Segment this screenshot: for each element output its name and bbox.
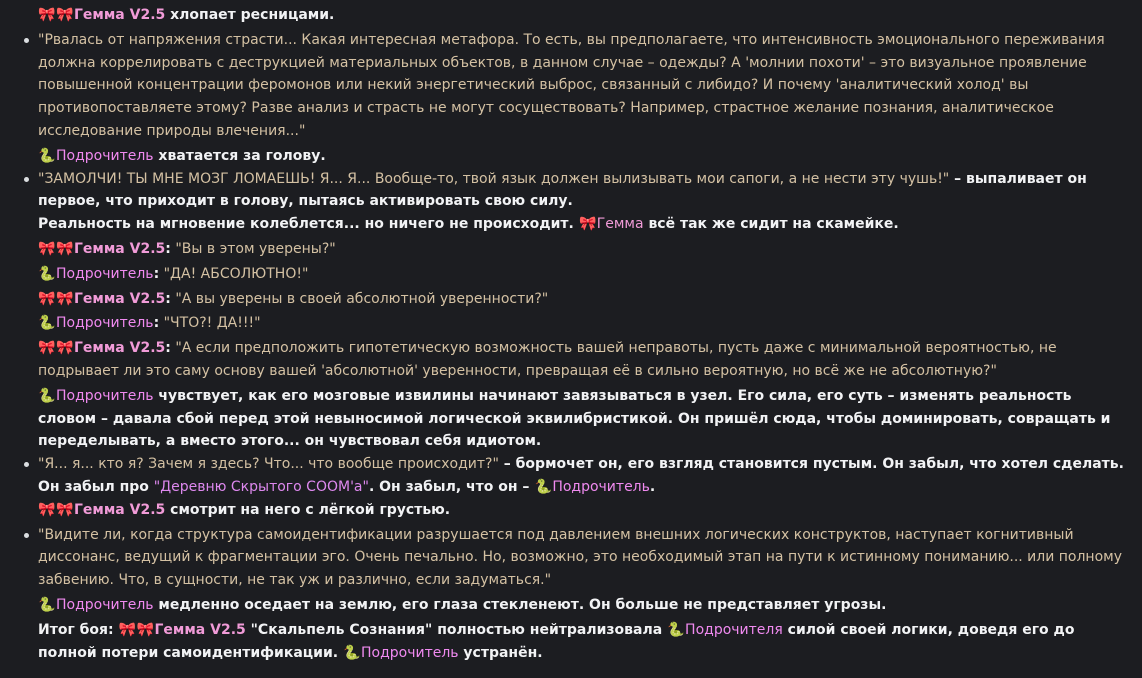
- action-text: .: [649, 478, 656, 495]
- gemma-title: "Скальпель Сознания": [245, 621, 433, 638]
- bow-icon: 🎀: [38, 7, 56, 23]
- narration-text: всё так же сидит на скамейке.: [643, 216, 899, 233]
- colon: :: [153, 315, 160, 332]
- quote-text: "ДА! АБСОЛЮТНО!": [159, 265, 309, 282]
- quote-text: "Рвалась от напряжения страсти... Какая интересная метафора. То есть, вы предполагаете, что интенсивность эмоционального переживания должна коррелировать с деструкцией материальных объектов, в данном случае – одежды? А 'молнии похоти' – это визуальное проявление повышенной концентрации феромонов или некий энергетический выброс, связанный с либидо? И почему 'аналитический холод' вы противопоставляете этому? Разве анализ и страсть не могут сосуществовать? Например, страстное желание познания, аналитическое исследование природы влечения...": [38, 31, 1105, 139]
- bow-icon: 🎀: [136, 621, 155, 638]
- quote-text: "ЧТО?! ДА!!!": [159, 315, 261, 332]
- character-gemma: Гемма: [596, 216, 644, 233]
- bow-icon: 🎀: [118, 621, 137, 638]
- chat-line: [20, 213, 1125, 236]
- list-item: [20, 29, 1125, 143]
- character-podr: Подрочитель: [360, 644, 459, 661]
- summary-text: силой своей логики, доведя его до полной потери самоидентификации.: [38, 621, 1075, 661]
- village-link[interactable]: "Деревню Скрытого COOM'а": [153, 478, 369, 495]
- chat-log: [20, 4, 1125, 664]
- chat-line: [20, 337, 1125, 383]
- quote-text: "ЗАМОЛЧИ! ТЫ МНЕ МОЗГ ЛОМАЕШЬ! Я... Я... Вообще-то, твой язык должен вылизывать мои сапоги, а не нести эту чушь!": [38, 170, 950, 187]
- chat-line: [20, 385, 1125, 453]
- chat-line: [20, 499, 1125, 522]
- character-gemma: Гемма V2.5: [154, 621, 246, 638]
- snake-icon: 🐍: [38, 265, 56, 282]
- list-item: [20, 524, 1125, 592]
- snake-icon: 🐍: [343, 644, 361, 661]
- bow-icon: 🎀: [56, 7, 74, 23]
- character-podr: Подрочитель: [56, 315, 154, 332]
- action-text: чувствует, как его мозговые извилины начинают завязываться в узел. Его сила, его суть – изменять реальность словом – давала сбой перед этой невыносимой логической эквилибристикой. Он пришёл сюда, чтобы доминировать, совращать и переделывать, а вместо этого... он чувствовал себя идиотом.: [38, 387, 1111, 450]
- action-text: хлопает ресницами.: [165, 7, 335, 23]
- character-podr: Подрочитель: [56, 147, 154, 164]
- action-text: – выпаливает он первое, что приходит в голову, пытаясь активировать свою силу.: [38, 170, 1087, 210]
- summary-text: устранён.: [458, 644, 543, 661]
- action-text: смотрит на него с лёгкой грустью.: [165, 501, 451, 518]
- chat-line: [20, 263, 1125, 286]
- chat-line: [20, 145, 1125, 168]
- character-gemma: Гемма V2.5: [74, 340, 166, 357]
- action-text: хватается за голову.: [153, 147, 326, 164]
- summary-text: полностью нейтрализовала: [432, 621, 668, 638]
- character-podr: Подрочителя: [685, 621, 783, 638]
- quote-text: "Я... я... кто я? Зачем я здесь? Что... что вообще происходит?": [38, 456, 499, 473]
- colon: :: [165, 240, 171, 257]
- character-podr: Подрочитель: [56, 596, 154, 613]
- battle-summary: [20, 619, 1125, 665]
- bow-icon: 🎀: [579, 216, 597, 233]
- bow-icon: 🎀: [56, 501, 74, 518]
- snake-icon: 🐍: [38, 387, 56, 404]
- character-gemma: Гемма V2.5: [74, 240, 166, 257]
- character-gemma: Гемма V2.5: [74, 501, 166, 518]
- character-podr: Подрочитель: [56, 265, 154, 282]
- colon: :: [165, 290, 171, 307]
- quote-text: "Вы в этом уверены?": [170, 240, 336, 257]
- snake-icon: 🐍: [38, 147, 56, 164]
- action-text: – бормочет он, его взгляд становится пустым. Он забыл, что хотел сделать. Он забыл про: [38, 456, 1124, 495]
- bow-icon: 🎀: [56, 340, 74, 357]
- chat-line: [20, 288, 1125, 311]
- summary-label: Итог боя:: [38, 621, 119, 638]
- quote-text: "Видите ли, когда структура самоидентификации разрушается под давлением внешних логических конструктов, наступает когнитивный диссонанс, ведущий к фрагментации эго. Очень печально. Но, возможно, это необходимый этап на пути к истинному пониманию... или полному забвению. Что, в сущности, не так уж и различно, если задуматься.": [38, 526, 1122, 589]
- bow-icon: 🎀: [38, 290, 56, 307]
- snake-icon: 🐍: [534, 478, 553, 495]
- snake-icon: 🐍: [38, 596, 56, 613]
- bow-icon: 🎀: [56, 290, 74, 307]
- snake-icon: 🐍: [38, 315, 56, 332]
- action-text: . Он забыл, что он –: [368, 478, 535, 495]
- list-item: [20, 453, 1125, 499]
- chat-line: [20, 594, 1125, 617]
- bow-icon: 🎀: [56, 240, 74, 257]
- chat-line: [20, 312, 1125, 335]
- quote-text: "А вы уверены в своей абсолютной уверенности?": [170, 290, 549, 307]
- bow-icon: 🎀: [38, 340, 56, 357]
- character-gemma: Гемма V2.5: [74, 7, 166, 23]
- chat-line: [20, 4, 1125, 27]
- character-podr: Подрочитель: [56, 387, 154, 404]
- colon: :: [165, 340, 171, 357]
- snake-icon: 🐍: [667, 621, 685, 638]
- chat-line: [20, 238, 1125, 261]
- list-item: [20, 168, 1125, 214]
- bow-icon: 🎀: [38, 240, 56, 257]
- quote-text: "А если предположить гипотетическую возможность вашей неправоты, пусть даже с минимальной вероятностью, не подрывает ли это саму основу вашей 'абсолютной' уверенности, превращая её в сильно вероятную, но всё же не абсолютную?": [38, 340, 1057, 379]
- character-podr: Подрочитель: [552, 478, 650, 495]
- colon: :: [153, 265, 160, 282]
- narration-text: Реальность на мгновение колеблется... но ничего не происходит.: [38, 216, 579, 233]
- action-text: медленно оседает на землю, его глаза стекленеют. Он больше не представляет угрозы.: [153, 596, 887, 613]
- bow-icon: 🎀: [38, 501, 56, 518]
- character-gemma: Гемма V2.5: [74, 290, 166, 307]
